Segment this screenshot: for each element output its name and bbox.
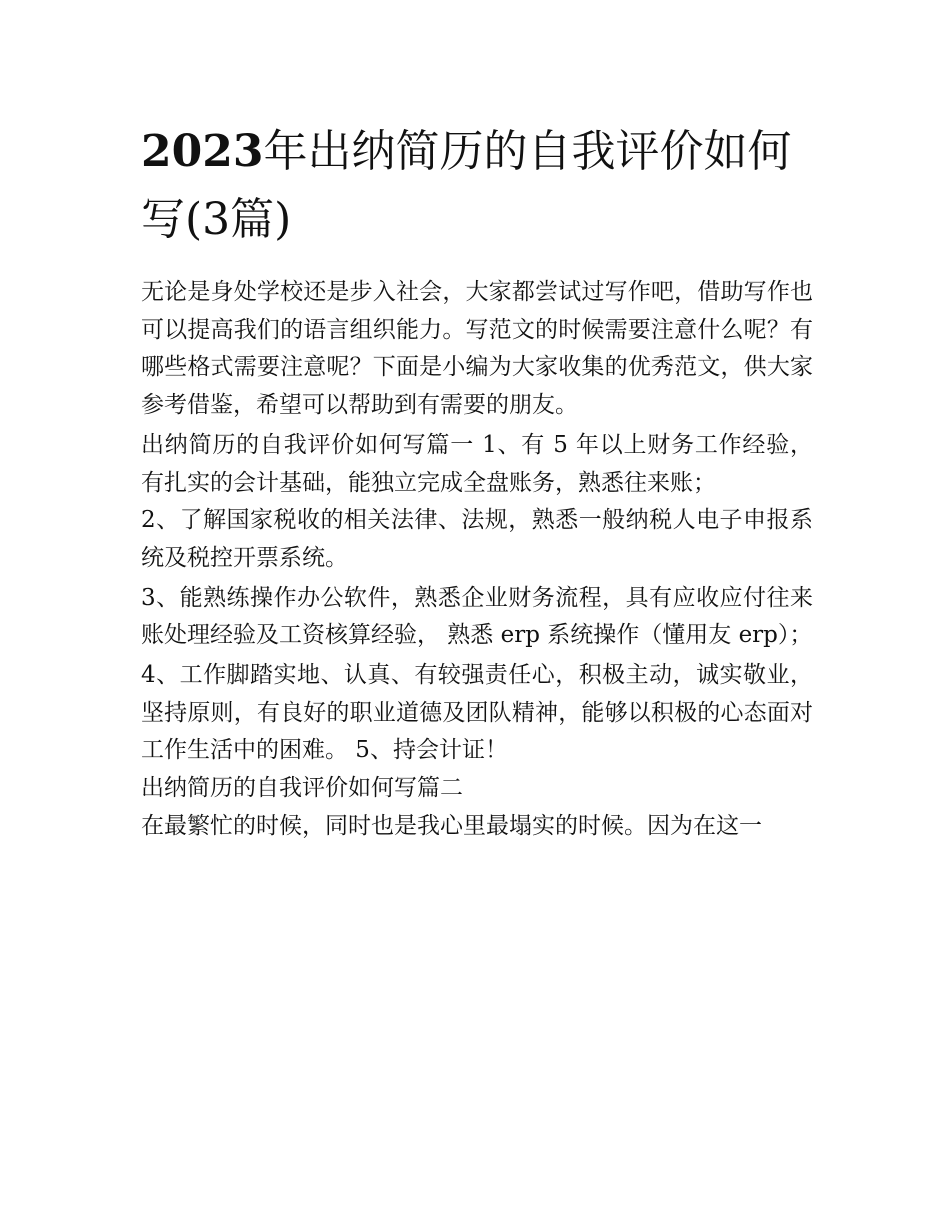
item-three-paragraph: 3、能熟练操作办公软件，熟悉企业财务流程，具有应收应付往来账处理经验及工资核算经验， 熟悉 erp 系统操作（懂用友 erp）； (141, 584, 813, 649)
item-two-paragraph: 2、了解国家税收的相关法律、法规，熟悉一般纳税人电子申报系统及税控开票系统。 (141, 507, 813, 571)
title-year: 2023 (141, 126, 264, 177)
section-one-paragraph: 出纳简历的自我评价如何写篇一 1、有 5 年以上财务工作经验，有扎实的会计基础，能独立完成全盘账务，熟悉往来账； (141, 431, 813, 496)
section-two-paragraph: 在最繁忙的时候，同时也是我心里最塌实的时候。因为在这一 (141, 812, 762, 839)
section-two-heading: 出纳简历的自我评价如何写篇二 (141, 775, 463, 802)
document-page (141, 118, 813, 846)
intro-paragraph: 无论是身处学校还是步入社会，大家都尝试过写作吧，借助写作也可以提高我们的语言组织能力。写范文的时候需要注意什么呢？有哪些格式需要注意呢？下面是小编为大家收集的优秀范文，供大家参考借鉴，希望可以帮助到有需要的朋友。 (141, 279, 813, 419)
item-four-paragraph: 4、工作脚踏实地、认真、有较强责任心，积极主动，诚实敬业，坚持原则，有良好的职业道德及团队精神，能够以积极的心态面对工作生活中的困难。 5、持会计证！ (141, 662, 813, 764)
page-title (141, 118, 813, 254)
title-text: 年出纳简历的自我评价如何写(3篇) (141, 126, 792, 245)
